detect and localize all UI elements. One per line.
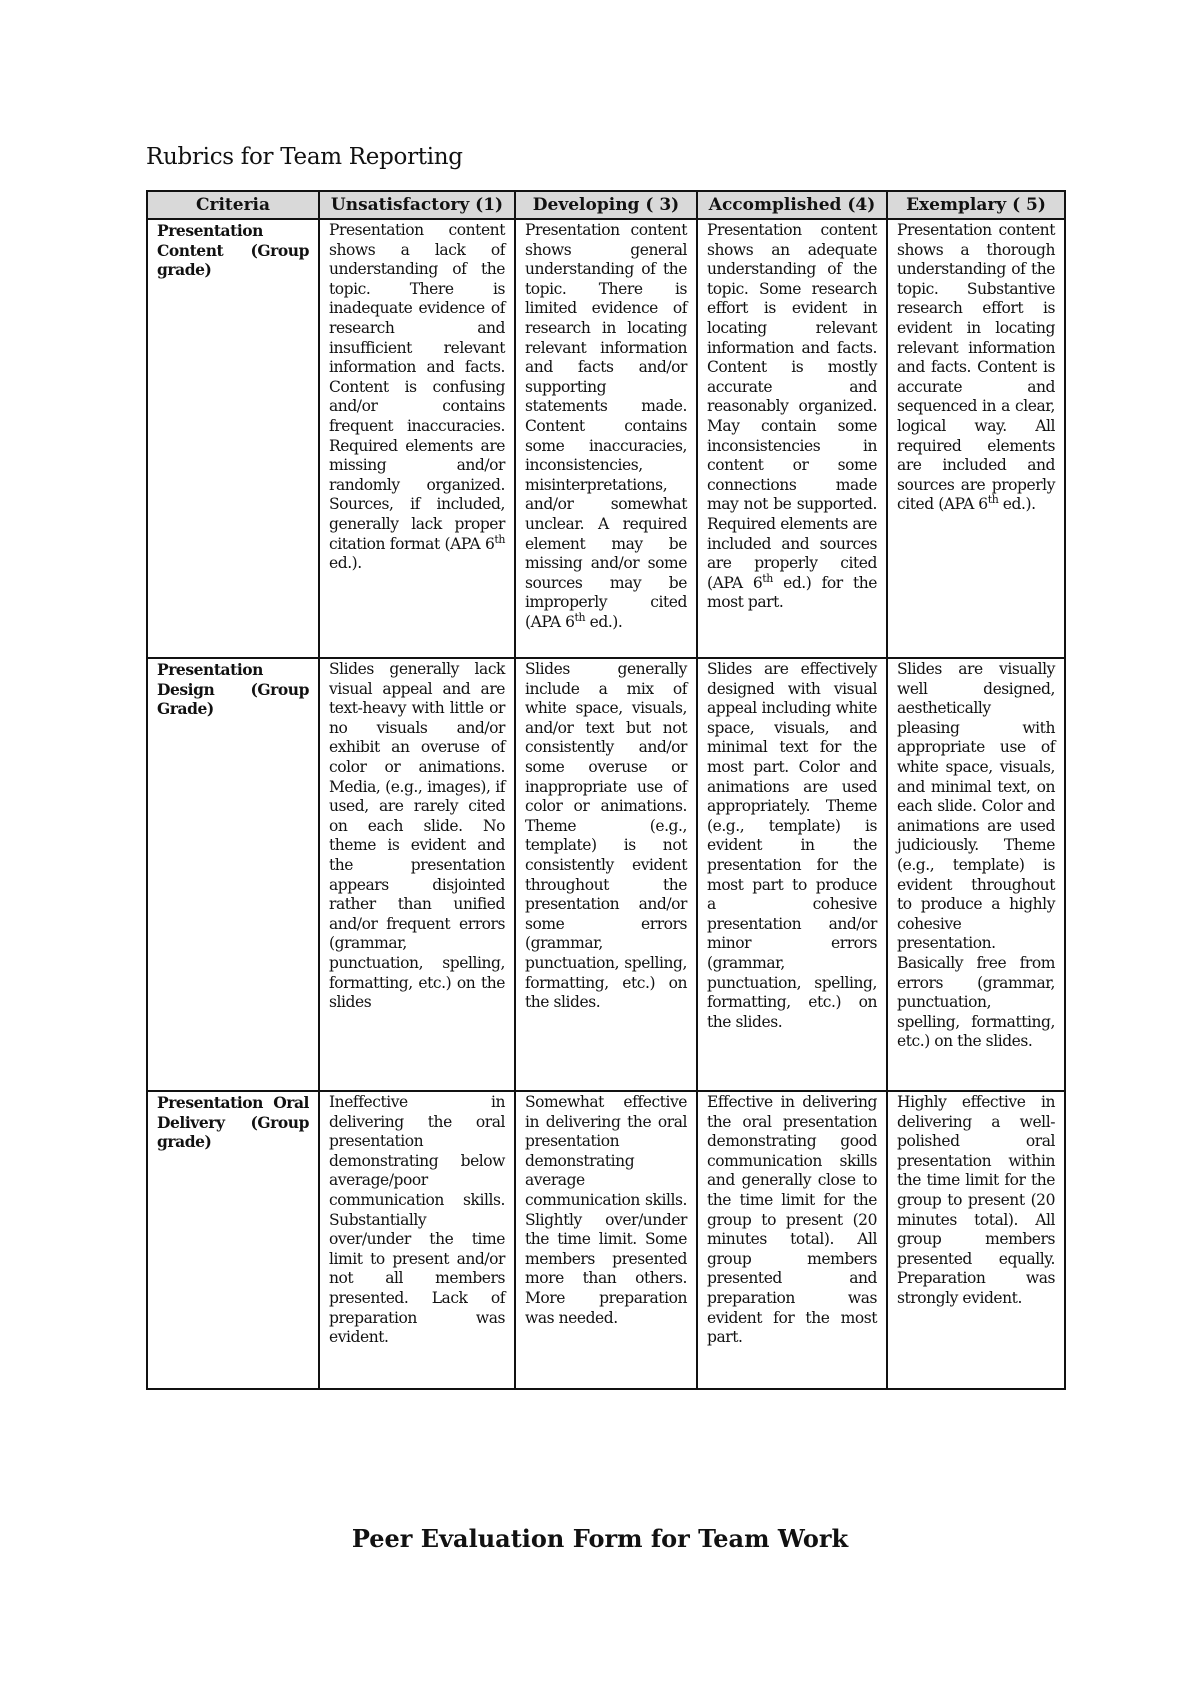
- developing-cell: [515, 219, 697, 658]
- cell-text-tail: ed.).: [998, 495, 1036, 514]
- accomplished-cell: Effective in delivering the oral presentation demonstrating good communication skills and generally close to the time limit for the group to present (20 minutes total). All group members presented and preparation was evident for the most part.: [697, 1091, 887, 1389]
- header-exemplary: Exemplary ( 5): [887, 191, 1065, 219]
- developing-cell: Somewhat effective in delivering the oral presentation demonstrating average communication skills. Slightly over/under the time limit. Some members presented more than others. More preparation was needed.: [515, 1091, 697, 1389]
- peer-evaluation-title: Peer Evaluation Form for Team Work: [351, 1524, 849, 1553]
- table-row: [147, 1091, 1065, 1389]
- table-row: [147, 219, 1065, 658]
- header-accomplished: Accomplished (4): [697, 191, 887, 219]
- cell-text: Presentation content shows general understanding of the topic. There is limited evidence of research in locating relevant information and facts and/or supporting statements made. Content contains some inaccuracies, inconsistencies, misinterpretations, and/or somewhat unclear. A required element may be missing and/or some sources may be improperly cited (APA 6: [525, 221, 687, 631]
- cell-text: Presentation content shows a lack of understanding of the topic. There is inadequate evidence of research and insufficient relevant information and facts. Content is confusing and/or contains frequent inaccuracies. Required elements are missing and/or randomly organized. Sources, if included, generally lack proper citation format (APA 6: [329, 221, 505, 553]
- cell-superscript: th: [987, 493, 999, 507]
- cell-text: Presentation content shows a thorough understanding of the topic. Substantive research effort is evident in locating relevant information and facts. Content is accurate and sequenced in a clear, logical way. All required elements are included and sources are properly cited (APA 6: [897, 221, 1055, 514]
- cell-superscript: th: [762, 571, 773, 585]
- criteria-cell: Presentation Design (Group Grade): [147, 658, 319, 1091]
- unsatisfactory-cell: [319, 219, 515, 658]
- header-criteria: Criteria: [147, 191, 319, 219]
- exemplary-cell: Highly effective in delivering a well-polished oral presentation within the time limit for the group to present (20 minutes total). All group members presented equally. Preparation was strongly evident.: [887, 1091, 1065, 1389]
- header-developing: Developing ( 3): [515, 191, 697, 219]
- cell-superscript: th: [494, 532, 505, 546]
- cell-superscript: th: [574, 610, 586, 624]
- table-header-row: [147, 191, 1065, 219]
- unsatisfactory-cell: Ineffective in delivering the oral presentation demonstrating below average/poor communication skills. Substantially over/under the time limit to present and/or not all members presented. Lack of preparation was evident.: [319, 1091, 515, 1389]
- header-unsatisfactory: Unsatisfactory (1): [319, 191, 515, 219]
- criteria-cell: Presentation Oral Delivery (Group grade): [147, 1091, 319, 1389]
- accomplished-cell: [697, 219, 887, 658]
- unsatisfactory-cell: Slides generally lack visual appeal and are text-heavy with little or no visuals and/or exhibit an overuse of color or animations. Media, (e.g., images), if used, are rarely cited on each slide. No theme is evident and the presentation appears disjointed rather than unified and/or frequent errors (grammar, punctuation, spelling, formatting, etc.) on the slides: [319, 658, 515, 1091]
- criteria-cell: Presentation Content (Group grade): [147, 219, 319, 658]
- rubric-table: [146, 190, 1066, 1390]
- cell-text-tail: ed.).: [329, 554, 362, 573]
- table-row: [147, 658, 1065, 1091]
- document-heading: Rubrics for Team Reporting: [146, 144, 463, 170]
- exemplary-cell: Slides are visually well designed, aesthetically pleasing with appropriate use of white space, visuals, and minimal text, on each slide. Color and animations are used judiciously. Theme (e.g., template) is evident throughout to produce a highly cohesive presentation. Basically free from errors (grammar, punctuation, spelling, formatting, etc.) on the slides.: [887, 658, 1065, 1091]
- exemplary-cell: [887, 219, 1065, 658]
- developing-cell: Slides generally include a mix of white space, visuals, and/or text but not consistently and/or some overuse or inappropriate use of color or animations. Theme (e.g., template) is not consistently evident throughout the presentation and/or some errors (grammar, punctuation, spelling, formatting, etc.) on the slides.: [515, 658, 697, 1091]
- cell-text-tail: ed.) for the most part.: [707, 573, 877, 612]
- cell-text-tail: ed.).: [585, 612, 623, 631]
- accomplished-cell: Slides are effectively designed with visual appeal including white space, visuals, and minimal text for the most part. Color and animations are used appropriately. Theme (e.g., template) is evident in the presentation for the most part to produce a cohesive presentation and/or minor errors (grammar, punctuation, spelling, formatting, etc.) on the slides.: [697, 658, 887, 1091]
- cell-text: Presentation content shows an adequate understanding of the topic. Some research effort is evident in locating relevant information and facts. Content is mostly accurate and reasonably organized. May contain some inconsistencies in content or some connections made may not be supported. Required elements are included and sources are properly cited (APA 6: [707, 221, 877, 592]
